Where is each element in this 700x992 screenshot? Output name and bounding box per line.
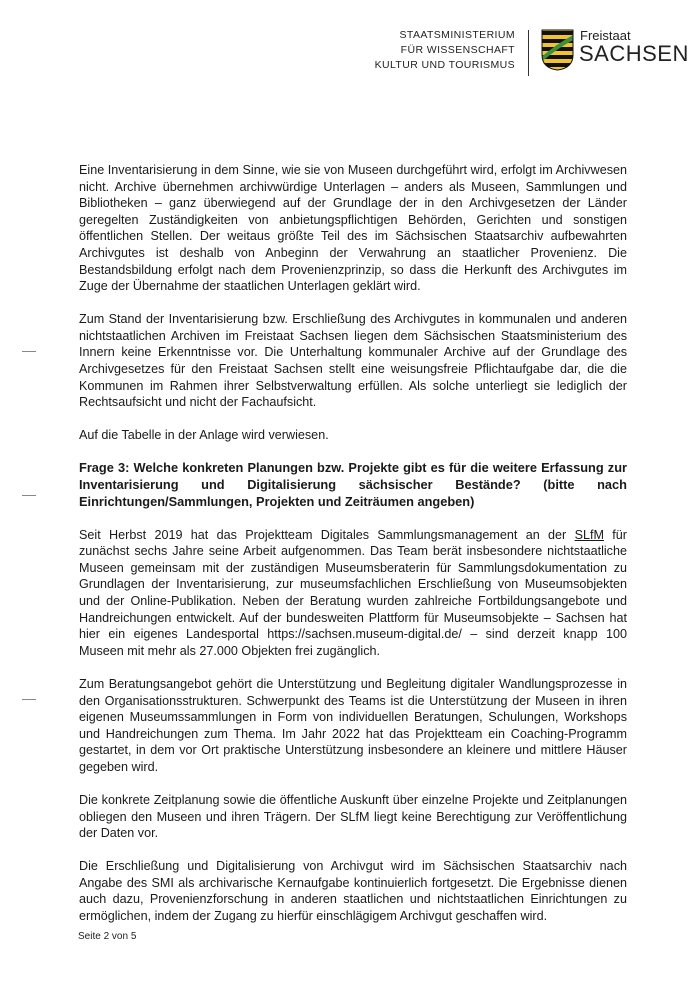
slfm-abbreviation: SLfM [574,527,604,542]
ministry-line-1: STAATSMINISTERIUM [399,29,515,41]
ministry-name [375,28,515,73]
state-label-small: Freistaat [580,28,631,43]
paragraph: Zum Beratungsangebot gehört die Unterstützung und Begleitung digitaler Wandlungsprozesse in den Organisationsstrukturen. Schwerpunkt des Teams ist die Unterstützung der Museen in ihren eigenen Museumssammlungen in Form von individuellen Beratungen, Schulungen, Workshops und Handreichungen zum Thema. Im Jahr 2022 hat das Projektteam ein Coaching-Programm gestartet, in dem vor Ort praktische Unterstützung insbesondere an kleinere und mittlere Häuser gegeben wird. [79,676,627,774]
paragraph: Eine Inventarisierung in dem Sinne, wie sie von Museen durchgeführt wird, erfolgt im Archivwesen nicht. Archive übernehmen archivwürdige Unterlagen – anders als Museen, Sammlungen und Bibliotheken – ganz überwiegend auf der Grundlage der in den Archivgesetzen der Länder geregelten Zuständigkeiten von anbietungspflichtigen Behörden, Gerichten und sonstigen öffentlichen Stellen. Der weitaus größte Teil des im Sächsischen Staatsarchiv aufbewahrten Archivgutes ist deshalb von Anbeginn der Verwahrung an staatlicher Provenienz. Die Bestandsbildung erfolgt nach dem Provenienzprinzip, so dass die Herkunft des Archivgutes im Zuge der Übernahme der staatlichen Unterlagen geklärt wird. [79,163,627,294]
paragraph-text: für zunächst sechs Jahre seine Arbeit aufgenommen. Das Team berät insbesondere nichtstaatliche Museen gemeinsam mit der zuständigen Museumsberaterin für Sammlungsdokumentation zu Grundlagen der Inventarisierung, zur museumsfachlichen Erschließung von Museumsobjekten und der Online-Publikation. Neben der Beratung wurden zahlreiche Fortbildungsangebote und Handreichungen entwickelt. Auf der bundesweiten Plattform für Museumsobjekte – Sachsen hat hier ein eigenes Landesportal https://sachsen.museum-digital.de/ – sind derzeit knapp 100 Museen mit mehr als 27.000 Objekten frei zugänglich. [79,527,628,658]
paragraph-text: Seit Herbst 2019 hat das Projektteam Digitales Sammlungsmanagement an der [79,527,575,542]
ministry-line-3: KULTUR UND TOURISMUS [374,59,515,71]
state-label-large: SACHSEN [579,41,689,66]
question-heading: Frage 3: Welche konkreten Planungen bzw. Projekte gibt es für die weitere Erfassung zur Inventarisierung und Digitalisierung sächsischer Bestände? (bitte nach Einrichtungen/Sammlungen, Projekten und Zeiträumen angeben) [79,460,627,509]
punch-mark [22,495,36,496]
letter-body [79,162,627,941]
paragraph [79,527,627,660]
paragraph: Auf die Tabelle in der Anlage wird verwiesen. [79,428,329,443]
header-divider [528,30,529,76]
ministry-line-2: FÜR WISSENSCHAFT [400,44,515,56]
paragraph: Die Erschließung und Digitalisierung von Archivgut wird im Sächsischen Staatsarchiv nach Angabe des SMI als archivarische Kernaufgabe kontinuierlich fortgesetzt. Die Ergebnisse dienen auch dazu, Provenienzforschung in anderen staatlichen und nichtstaatlichen Einrichtungen zu ermöglichen, indem der Zugang zu hierfür einschlägigem Archivgut geschaffen wird. [79,859,627,924]
saxony-crest-icon [541,29,574,71]
letterhead [0,0,700,90]
paragraph: Die konkrete Zeitplanung sowie die öffentliche Auskunft über einzelne Projekte und Zeitplanungen obliegen den Museen und ihren Trägern. Der SLfM liegt keine Berechtigung zur Veröffentlichung der Daten vor. [79,793,627,841]
page-number: Seite 2 von 5 [78,931,137,942]
paragraph: Zum Stand der Inventarisierung bzw. Erschließung des Archivgutes in kommunalen und anderen nichtstaatlichen Archiven im Freistaat Sachsen liegen dem Sächsischen Staatsministerium des Innern keine Erkenntnisse vor. Die Unterhaltung kommunaler Archive auf der Grundlage des Archivgesetzes für den Freistaat Sachsen stellt eine weisungsfreie Pflichtaufgabe dar, die die Kommunen im Rahmen ihrer Selbstverwaltung erfüllen. Als solche unterliegt sie lediglich der Rechtsaufsicht und nicht der Fachaufsicht. [79,312,627,410]
fold-mark [22,699,36,700]
fold-mark [22,351,36,352]
